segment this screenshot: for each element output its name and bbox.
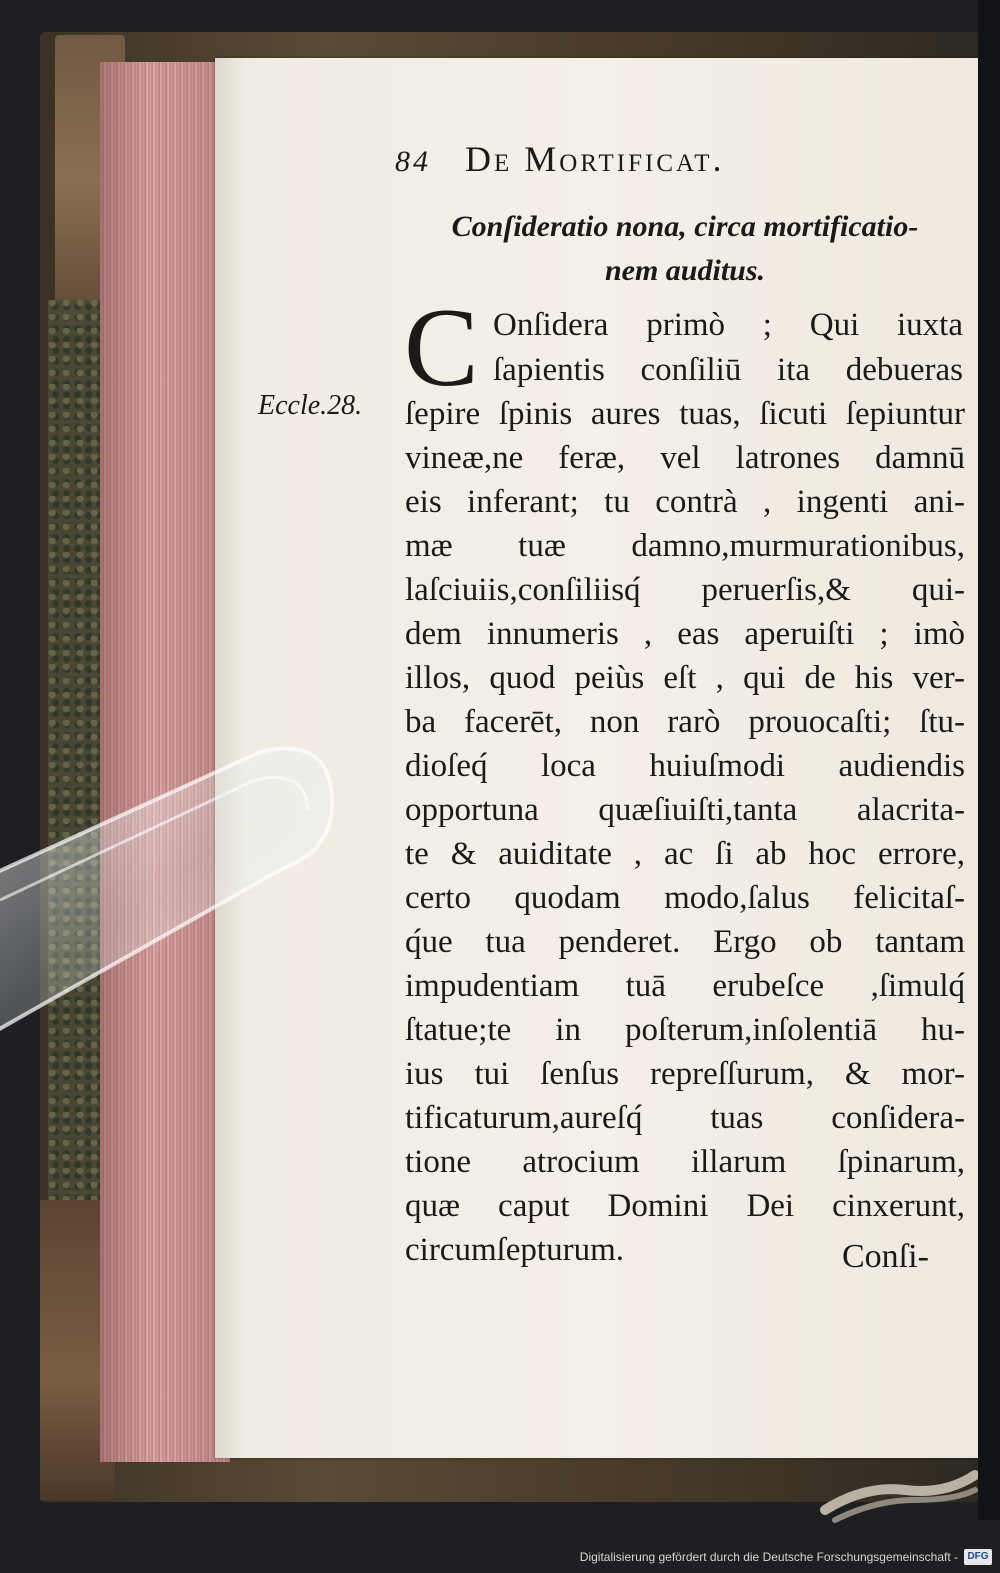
section-title-line: nem auditus. [604, 254, 766, 287]
running-head [395, 138, 965, 180]
body-line: vineæ,ne feræ, vel latrones damnū [405, 440, 965, 476]
body-line: mæ tuæ damno,murmurationibus, [405, 528, 965, 564]
footer-credit: Digitalisierung gefördert durch die Deutsche Forschungsgemeinschaft - [579, 1550, 958, 1564]
body-line: tione atrocium illarum ſpinarum, [405, 1144, 965, 1180]
body-line: dem innumeris , eas aperuiſti ; imò [405, 616, 965, 652]
glass-page-weight [0, 740, 340, 1070]
body-line: tificaturum,aureſq́ tuas conſidera- [405, 1100, 965, 1136]
dfg-logo: DFG [964, 1549, 992, 1565]
body-line: certo quodam modo,ſalus felicitaſ- [405, 880, 965, 916]
margin-note: Eccle.28. [258, 390, 363, 421]
body-line: opportuna quæſiuiſti,tanta alacrita- [405, 792, 965, 828]
body-line: eis inferant; tu contrà , ingenti ani- [405, 484, 965, 520]
body-line: ba facerēt, non rarò prouocaſti; ſtu- [405, 704, 965, 740]
body-line: ſtatue;te in poſterum,inſolentiā hu- [405, 1012, 965, 1048]
body-line: Onſidera primò ; Qui iuxta [493, 307, 963, 343]
running-head-title: De Mortificat. [465, 139, 725, 179]
catchword: Conſi- [842, 1238, 929, 1275]
scanner-edge [978, 0, 1000, 1520]
body-line: laſciuiis,conſiliisq́ peruerſis,& qui- [405, 572, 965, 608]
bookmark-ribbon [815, 1455, 980, 1525]
body-line: q́ue tua penderet. Ergo ob tantam [405, 924, 965, 960]
body-line: ſapientis conſiliū ita debueras [493, 352, 963, 388]
section-title [405, 205, 965, 293]
body-line: ius tui ſenſus repreſſurum, & mor- [405, 1056, 965, 1092]
body-line: te & auiditate , ac ſi ab hoc errore, [405, 836, 965, 872]
drop-cap: C [404, 286, 479, 410]
body-line: ſepire ſpinis aures tuas, ſicuti ſepiuntur [405, 396, 965, 432]
body-line: circumſepturum. [405, 1232, 625, 1268]
page-number: 84 [395, 145, 431, 178]
body-line: impudentiam tuā erubeſce ,ſimulq́ [405, 968, 965, 1004]
body-line: quæ caput Domini Dei cinxerunt, [405, 1188, 965, 1224]
section-title-line: Conſideratio nona, circa mortificatio- [451, 210, 919, 243]
body-line: illos, quod peiùs eſt , qui de his ver- [405, 660, 965, 696]
body-line: dioſeq́ loca huiuſmodi audiendis [405, 748, 965, 784]
